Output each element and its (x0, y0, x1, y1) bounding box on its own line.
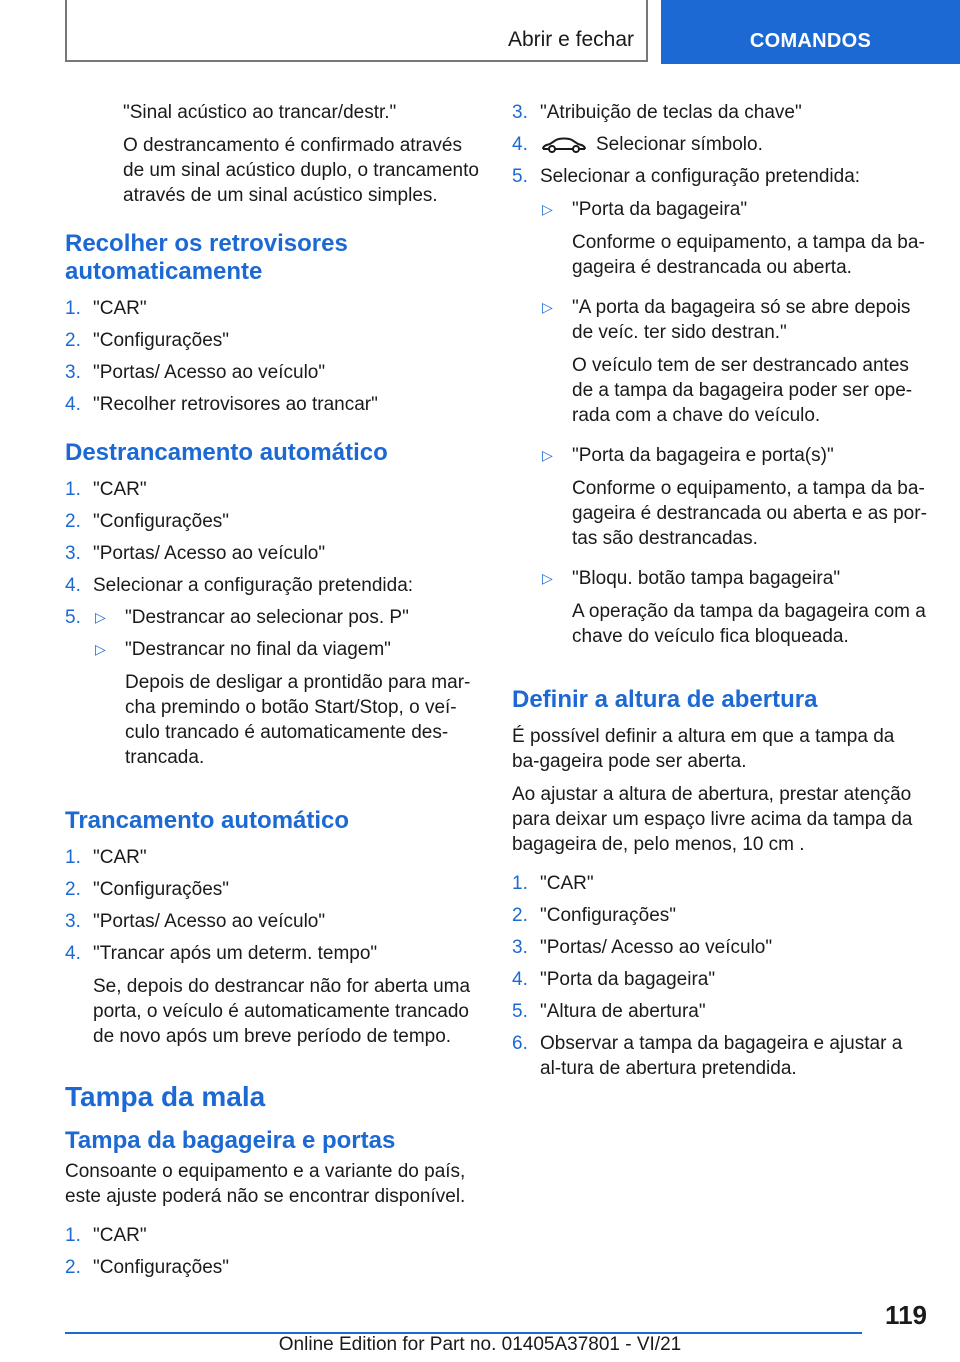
auto-lock-steps (65, 845, 485, 1057)
step-options (540, 164, 927, 664)
heading-trunk-doors: Tampa da bagageira e portas (65, 1127, 396, 1154)
trunk-doors-steps (65, 1223, 485, 1280)
option-item (540, 197, 927, 288)
list-item (65, 877, 485, 902)
step-description: Se, depois do destrancar não for aberta uma porta, o veículo é automaticamente trancado de novo após um breve período de tempo. (93, 976, 471, 1047)
left-column (65, 100, 485, 1287)
triangle-bullet-icon: ▷ (95, 641, 106, 657)
step-number: 1. (65, 847, 81, 868)
step-number: 1. (65, 1225, 81, 1246)
step-number: 3. (512, 102, 528, 123)
step-text: "Configurações" (93, 879, 230, 900)
step-number: 1. (65, 298, 81, 319)
option-text: "Porta da bagageira e porta(s)" (572, 445, 834, 466)
list-item (512, 1031, 927, 1081)
intro-block (65, 100, 485, 208)
header-section-box (65, 0, 648, 62)
step-text: Observar a tampa da bagageira e ajustar a al-tura de abertura pretendida. (540, 1033, 903, 1079)
triangle-bullet-icon: ▷ (542, 570, 553, 586)
list-item (65, 328, 485, 353)
step-number: 2. (65, 1257, 81, 1278)
option-description: Conforme o equipamento, a tampa da ba-gageira é destrancada ou aberta e as por-tas são destrancadas. (572, 478, 927, 549)
list-item (65, 941, 485, 1057)
section-title: Abrir e fechar (507, 28, 634, 51)
heading-auto-unlock: Destrancamento automático (65, 439, 388, 466)
step-number: 2. (512, 905, 528, 926)
opening-height-text-2: Ao ajustar a altura de abertura, prestar atenção para deixar um espaço livre acima da tampa da bagageira de, pelo menos, 10 cm . (512, 784, 913, 855)
step-number: 3. (65, 543, 81, 564)
list-item (512, 100, 927, 125)
option-text: "Porta da bagageira" (572, 199, 748, 220)
step-text: "CAR" (93, 479, 147, 500)
list-item (65, 845, 485, 870)
right-column (512, 100, 927, 1088)
option-text: "Destrancar ao selecionar pos. P" (125, 607, 409, 628)
option-description: Depois de desligar a prontidão para mar-cha premindo o botão Start/Stop, o veí-culo trancado é automaticamente des-trancada. (125, 672, 471, 768)
step-number: 5. (512, 166, 528, 187)
step-text: "Portas/ Acesso ao veículo" (540, 937, 773, 958)
step-text: Selecionar símbolo. (596, 134, 763, 155)
step-number: 3. (65, 911, 81, 932)
footer-edition: Online Edition for Part no. 01405A37801 - VI/21 (278, 1334, 682, 1355)
heading-trunk: Tampa da mala (65, 1081, 266, 1112)
option-item (93, 637, 485, 778)
list-item (65, 573, 485, 598)
list-item (512, 132, 927, 157)
list-item (512, 999, 927, 1024)
list-item (65, 909, 485, 934)
intro-text: O destrancamento é confirmado através de um sinal acústico duplo, o trancamento através de um sinal acústico simples. (123, 135, 479, 206)
triangle-bullet-icon: ▷ (95, 609, 106, 625)
step-number: 2. (65, 511, 81, 532)
step-text: Selecionar a configuração pretendida: (540, 166, 861, 187)
mirrors-steps (65, 296, 485, 417)
step-text: "Portas/ Acesso ao veículo" (93, 362, 326, 383)
step-number: 2. (65, 879, 81, 900)
step-number: 5. (512, 1001, 528, 1022)
step-number: 1. (512, 873, 528, 894)
intro-title: "Sinal acústico ao trancar/destr." (123, 102, 397, 123)
step-text: Selecionar a configuração pretendida: (93, 575, 414, 596)
step-number: 4. (512, 134, 528, 155)
option-item (540, 295, 927, 436)
step-text: "CAR" (93, 847, 147, 868)
chapter-tab: COMANDOS (661, 0, 960, 64)
step-text: "Altura de abertura" (540, 1001, 706, 1022)
list-item (512, 935, 927, 960)
heading-mirrors: Recolher os retrovisores automaticamente (65, 230, 348, 285)
list-item (65, 509, 485, 534)
triangle-bullet-icon: ▷ (542, 299, 553, 315)
step-number: 2. (65, 330, 81, 351)
option-description: O veículo tem de ser destrancado antes de a tampa da bagageira poder ser ope-rada com a chave do veículo. (572, 355, 913, 426)
triangle-bullet-icon: ▷ (542, 201, 553, 217)
step-text: "CAR" (540, 873, 594, 894)
step-number: 5. (65, 607, 81, 628)
step-text: "CAR" (93, 1225, 147, 1246)
option-text: "Destrancar no final da viagem" (125, 639, 391, 660)
page-number: 119 (885, 1300, 927, 1330)
heading-auto-lock: Trancamento automático (65, 807, 350, 834)
opening-height-steps (512, 871, 927, 1081)
step-text: "Trancar após um determ. tempo" (93, 943, 378, 964)
opening-height-text-1: É possível definir a altura em que a tampa da ba-gageira pode ser aberta. (512, 726, 895, 772)
step-number: 3. (65, 362, 81, 383)
option-description: Conforme o equipamento, a tampa da ba-gageira é destrancada ou aberta. (572, 232, 925, 278)
step-number: 4. (65, 575, 81, 596)
step-text: "Recolher retrovisores ao trancar" (93, 394, 378, 415)
step-text: "Configurações" (93, 330, 230, 351)
list-item (512, 871, 927, 896)
list-item (65, 477, 485, 502)
list-item (65, 1223, 485, 1248)
list-item (512, 903, 927, 928)
car-icon (540, 136, 588, 154)
step-text: "Configurações" (93, 1257, 230, 1278)
list-item (65, 605, 485, 785)
triangle-bullet-icon: ▷ (542, 447, 553, 463)
step-number: 3. (512, 937, 528, 958)
option-item (540, 443, 927, 559)
step-text: "Portas/ Acesso ao veículo" (93, 911, 326, 932)
step-number: 1. (65, 479, 81, 500)
step-text: "Porta da bagageira" (540, 969, 716, 990)
list-item (512, 164, 927, 664)
trunk-doors-text: Consoante o equipamento e a variante do país, este ajuste poderá não se encontrar disponível. (65, 1161, 466, 1207)
heading-opening-height: Definir a altura de abertura (512, 686, 818, 713)
list-item (65, 1255, 485, 1280)
option-description: A operação da tampa da bagageira com a chave do veículo fica bloqueada. (572, 601, 926, 647)
list-item (65, 296, 485, 321)
step-number: 4. (512, 969, 528, 990)
step-text: "Portas/ Acesso ao veículo" (93, 543, 326, 564)
option-text: "A porta da bagageira só se abre depois de veíc. ter sido destran." (572, 297, 911, 343)
list-item (65, 360, 485, 385)
list-item (512, 967, 927, 992)
step-text: "Configurações" (540, 905, 677, 926)
step-text: "Configurações" (93, 511, 230, 532)
option-item (540, 566, 927, 657)
list-item (65, 392, 485, 417)
step-number: 4. (65, 943, 81, 964)
step-text: "CAR" (93, 298, 147, 319)
auto-unlock-steps (65, 477, 485, 785)
list-item (65, 541, 485, 566)
step-text: "Atribuição de teclas da chave" (540, 102, 802, 123)
step-options (93, 605, 485, 785)
option-text: "Bloqu. botão tampa bagageira" (572, 568, 841, 589)
step-number: 6. (512, 1033, 528, 1054)
option-item (93, 605, 485, 630)
step-number: 4. (65, 394, 81, 415)
